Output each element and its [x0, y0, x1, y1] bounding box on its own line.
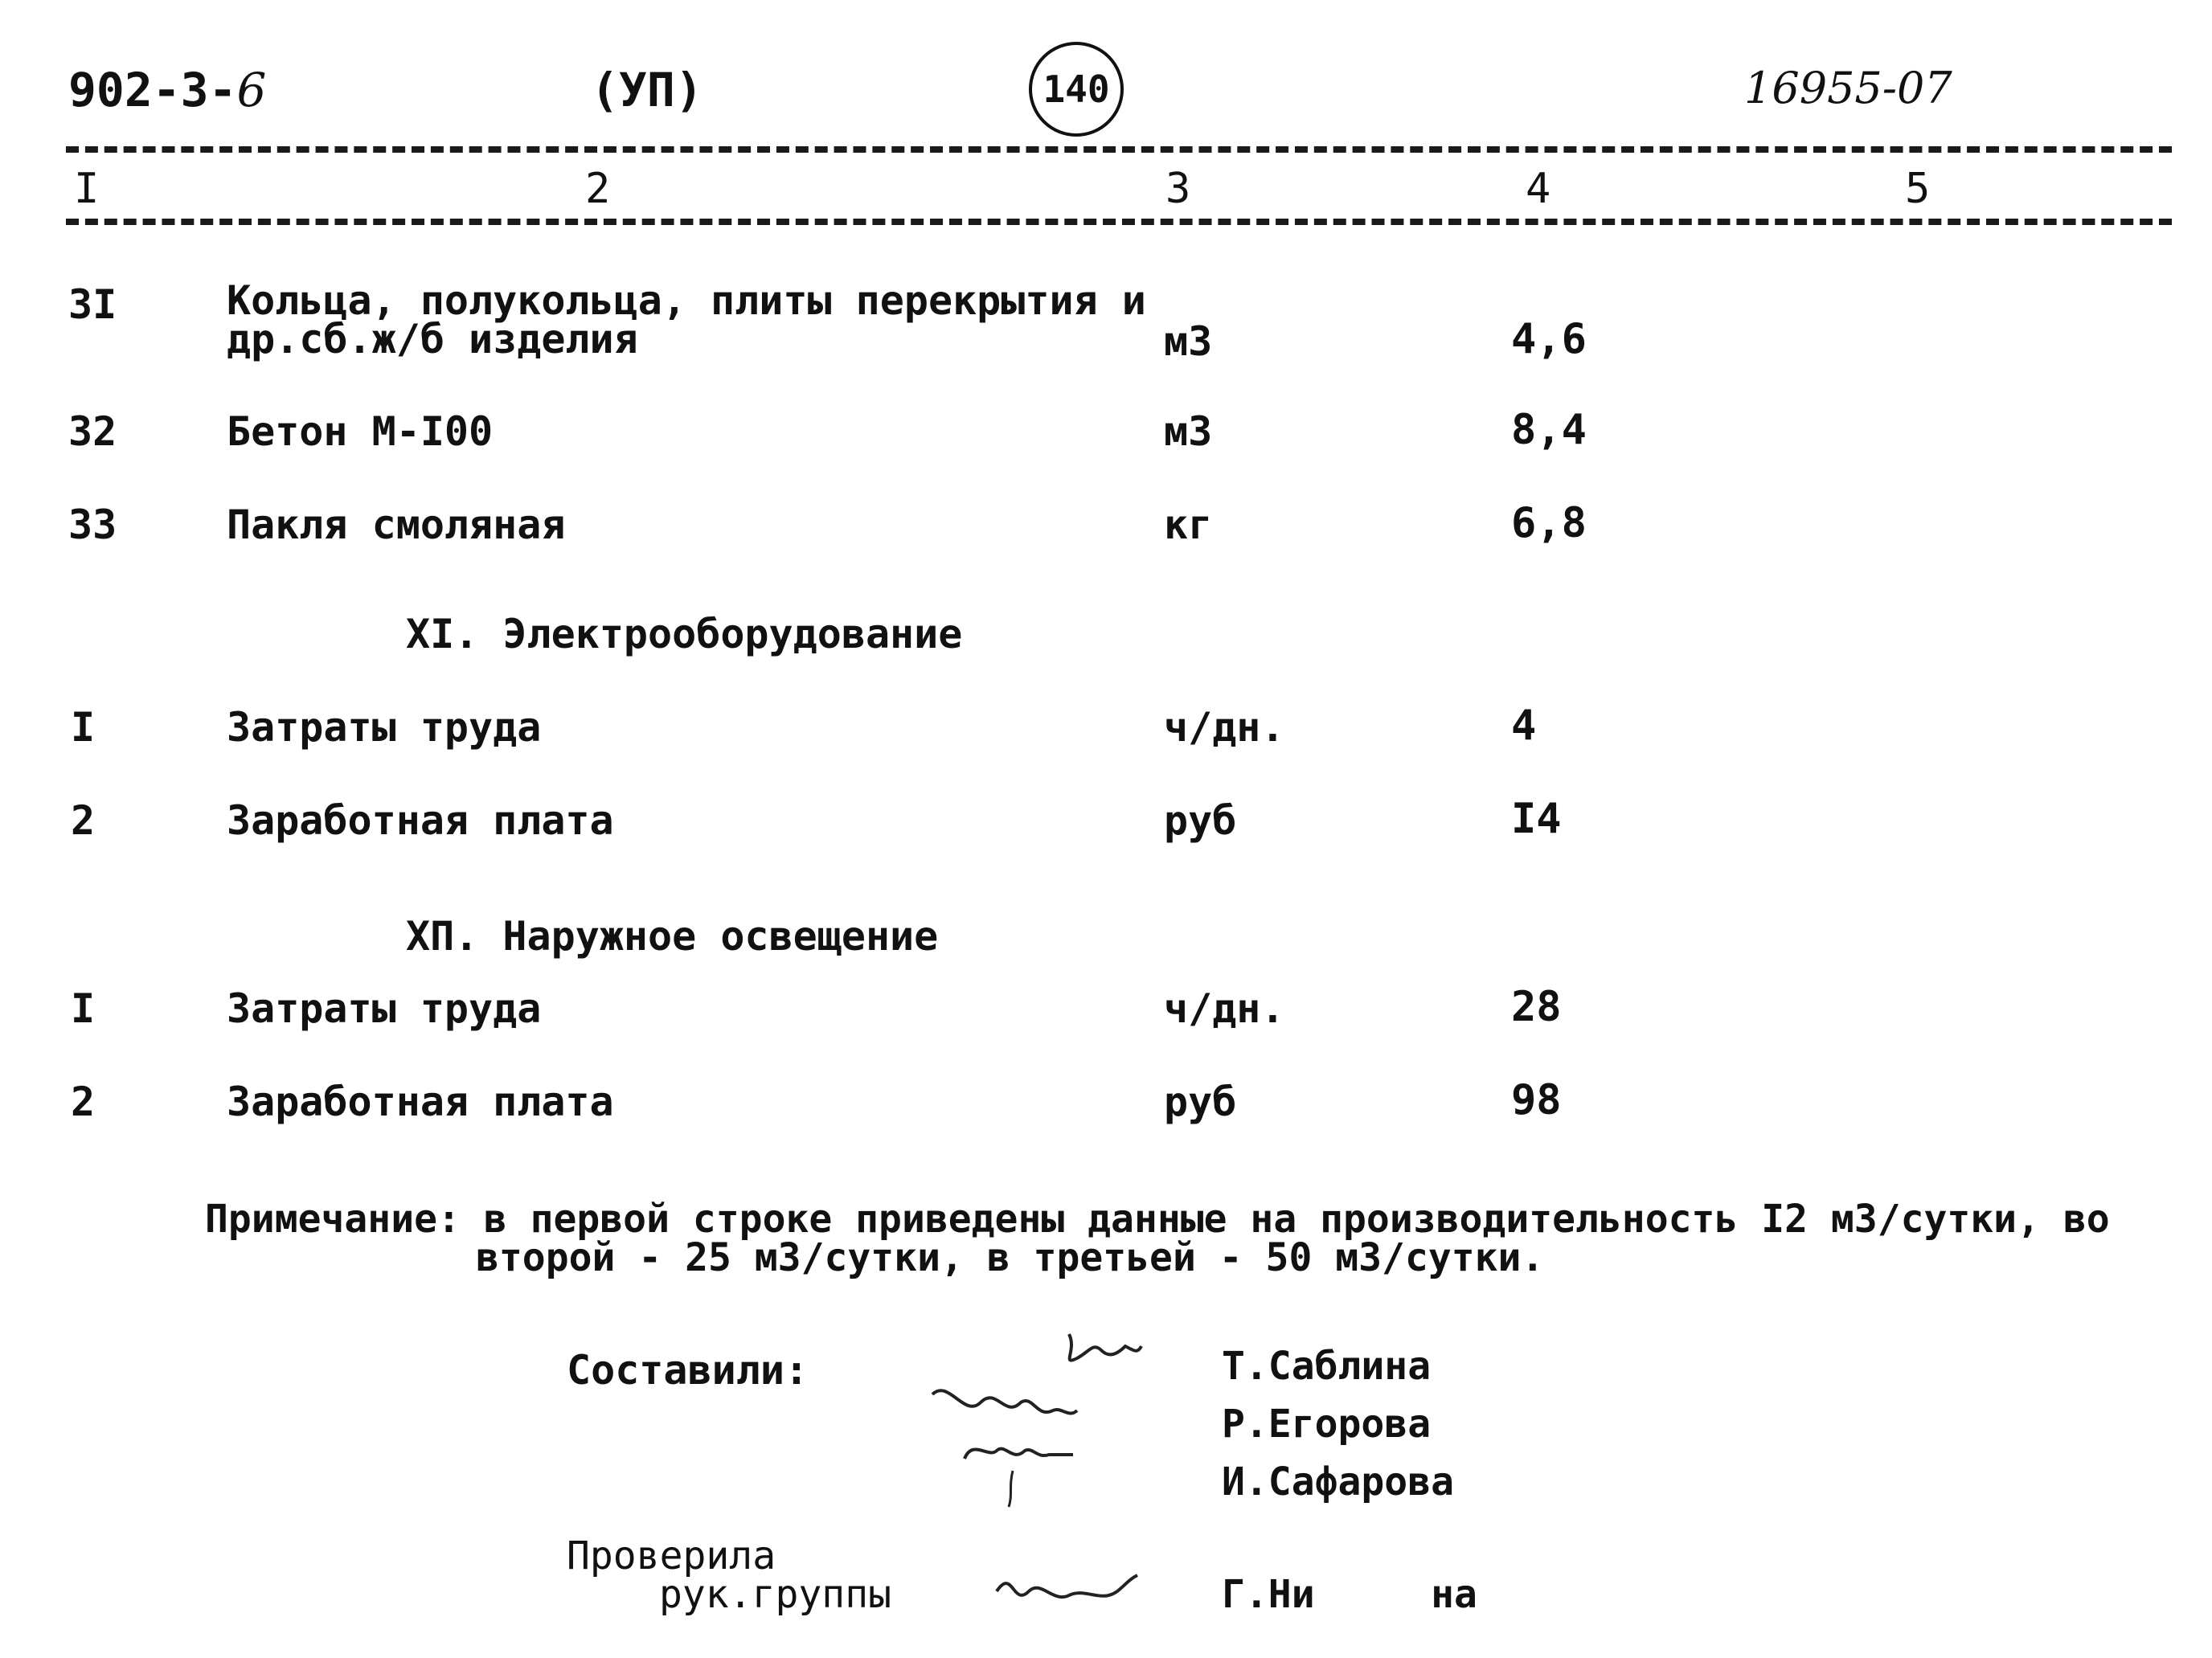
doc-code: 902-3-6	[68, 63, 267, 117]
row-value: 4	[1511, 702, 1537, 750]
checker-signature	[989, 1543, 1182, 1615]
row-unit: ч/дн.	[1164, 704, 1285, 751]
row-number: 33	[68, 501, 117, 548]
row-description: Заработная плата	[227, 797, 614, 844]
row-description: Затраты труда	[227, 704, 542, 751]
dashed-rule-bottom	[66, 219, 2172, 225]
row-unit: ч/дн.	[1164, 985, 1285, 1032]
row-description: Кольца, полукольца, плиты перекрытия и др.сб.ж/б изделия	[227, 277, 1146, 362]
inventory-number: 16955-07	[1744, 63, 1952, 113]
column-header-3: 3	[1165, 165, 1191, 213]
row-value: 98	[1511, 1076, 1562, 1124]
checker-name: Г.Ни на	[1222, 1572, 1477, 1617]
column-header-4: 4	[1526, 165, 1551, 213]
row-value: 4,6	[1511, 315, 1587, 363]
row-number: 3I	[68, 281, 117, 328]
compiled-label: Составили:	[567, 1347, 809, 1394]
row-unit: м3	[1164, 318, 1213, 365]
row-description: Затраты труда	[227, 985, 542, 1032]
column-header-2: 2	[585, 165, 611, 213]
row-unit: м3	[1164, 408, 1213, 455]
column-header-1: I	[74, 165, 100, 213]
page-number-stamp: 140	[1029, 42, 1124, 137]
row-number: I	[71, 704, 96, 751]
dashed-rule-top	[66, 146, 2172, 153]
checked-label-line2: рук.группы	[659, 1572, 891, 1617]
compiler-name: И.Сафарова	[1222, 1459, 1454, 1504]
row-number: 2	[71, 1079, 96, 1125]
section-title: XI. Электрооборудование	[406, 611, 963, 657]
doc-mark: (УП)	[591, 63, 703, 117]
compiler-name: Р.Егорова	[1222, 1402, 1432, 1447]
compiler-name: Т.Саблина	[1222, 1344, 1432, 1389]
row-unit: кг	[1164, 501, 1213, 548]
row-description: Пакля смоляная	[227, 501, 566, 548]
row-value: 6,8	[1511, 499, 1587, 547]
row-value: 8,4	[1511, 406, 1587, 454]
row-description: Заработная плата	[227, 1079, 614, 1125]
row-unit: руб	[1164, 797, 1237, 844]
row-value: 28	[1511, 983, 1562, 1031]
section-title: XП. Наружное освещение	[406, 913, 939, 960]
row-value: I4	[1511, 795, 1562, 843]
row-unit: руб	[1164, 1079, 1237, 1125]
checked-label-line1: Проверила	[567, 1533, 776, 1578]
column-header-5: 5	[1905, 165, 1931, 213]
row-number: 32	[68, 408, 117, 455]
row-number: 2	[71, 797, 96, 844]
note-line-2: второй - 25 м3/сутки, в третьей - 50 м3/сутки.	[476, 1235, 1545, 1280]
row-number: I	[71, 985, 96, 1032]
row-description: Бетон М-I00	[227, 408, 494, 455]
handwritten-signatures	[916, 1318, 1222, 1543]
note-line-1: Примечание: в первой строке приведены данные на производительность I2 м3/сутки, во	[205, 1197, 2110, 1242]
